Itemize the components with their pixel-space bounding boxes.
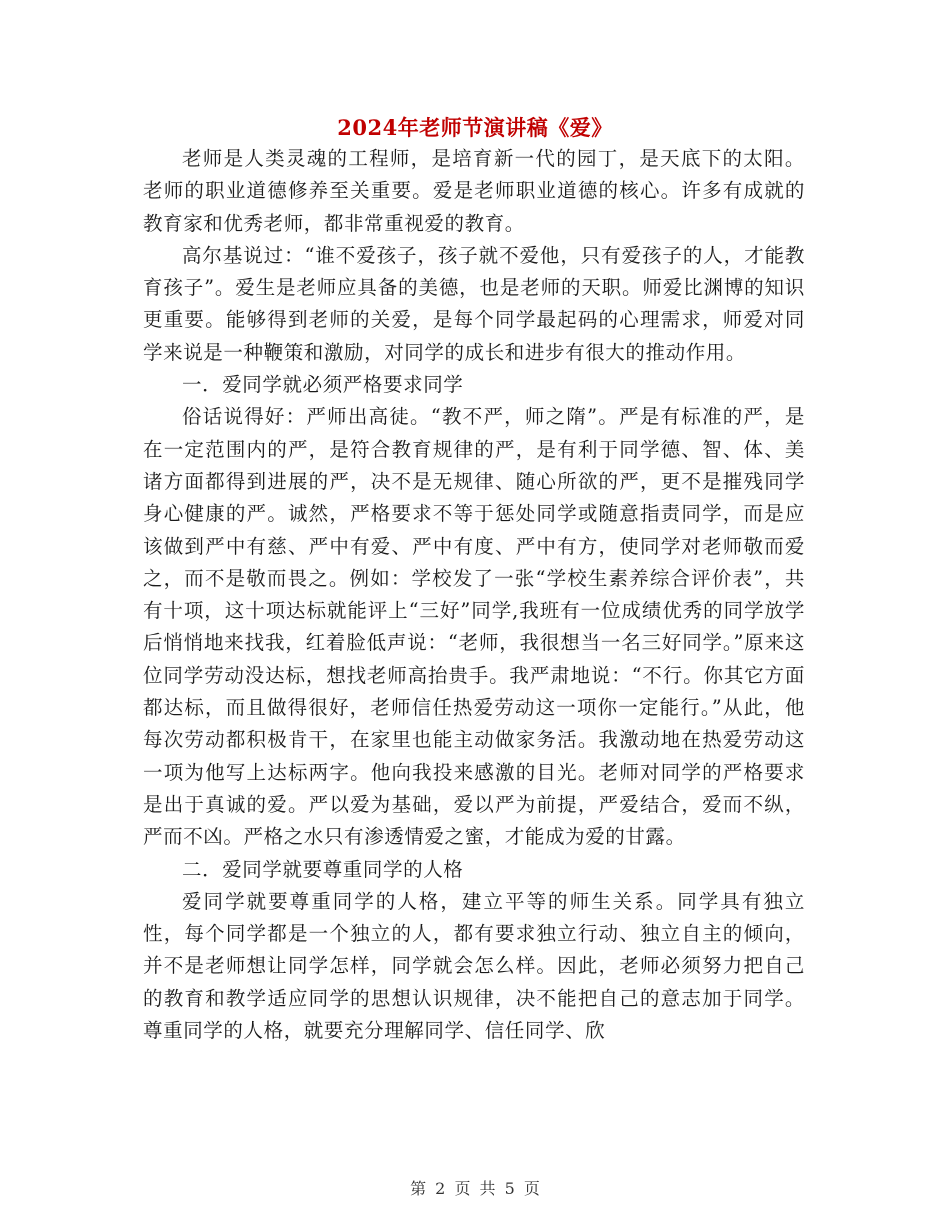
paragraph: 爱同学就要尊重同学的人格，建立平等的师生关系。同学具有独立性，每个同学都是一个独立的人，都有要求独立行动、独立自主的倾向，并不是老师想让同学怎样，同学就会怎么样。因此，老师必须努力把自己的教育和教学适应同学的思想认识规律，决不能把自己的意志加于同学。尊重同学的人格，就要充分理解同学、信任同学、欣 xyxy=(143,889,805,1043)
paragraph: 俗话说得好：严师出高徒。“教不严，师之隋”。严是有标准的严，是在一定范围内的严，是符合教育规律的严，是有利于同学德、智、体、美诸方面都得到进展的严，决不是无规律、随心所欲的严，更不是摧残同学身心健康的严。诚然，严格要求不等于惩处同学或随意指责同学，而是应该做到严中有慈、严中有爱、严中有度、严中有方，使同学对老师敬而爱之，而不是敬而畏之。例如：学校发了一张“学校生素养综合评价表”，共有十项，这十项达标就能评上“三好”同学,我班有一位成绩优秀的同学放学后悄悄地来找我，红着脸低声说：“老师，我很想当一名三好同学。”原来这位同学劳动没达标，想找老师高抬贵手。我严肃地说：“不行。你其它方面都达标，而且做得很好，老师信任热爱劳动这一项你一定能行。”从此，他每次劳动都积极肯干，在家里也能主动做家务活。我激动地在热爱劳动这一项为他写上达标两字。他向我投来感激的目光。老师对同学的严格要求是出于真诚的爱。严以爱为基础，爱以严为前提，严爱结合，爱而不纵，严而不凶。严格之水只有渗透情爱之蜜，才能成为爱的甘露。 xyxy=(143,405,805,849)
section-heading: 一．爱同学就必须严格要求同学 xyxy=(182,373,464,397)
document-title: 2024年老师节演讲稿《爱》 xyxy=(337,115,613,140)
paragraph: 高尔基说过：“谁不爱孩子，孩子就不爱他，只有爱孩子的人，才能教育孩子”。爱生是老师应具备的美德，也是老师的天职。师爱比渊博的知识更重要。能够得到老师的关爱，是每个同学最起码的心理需求，师爱对同学来说是一种鞭策和激励，对同学的成长和进步有很大的推动作用。 xyxy=(143,243,805,364)
paragraph: 老师是人类灵魂的工程师，是培育新一代的园丁，是天底下的太阳。老师的职业道德修养至关重要。爱是老师职业道德的核心。许多有成就的教育家和优秀老师，都非常重视爱的教育。 xyxy=(143,147,805,235)
page-footer: 第 2 页 共 5 页 xyxy=(410,1179,540,1198)
document-body xyxy=(143,143,805,1047)
section-heading: 二．爱同学就要尊重同学的人格 xyxy=(182,857,464,881)
